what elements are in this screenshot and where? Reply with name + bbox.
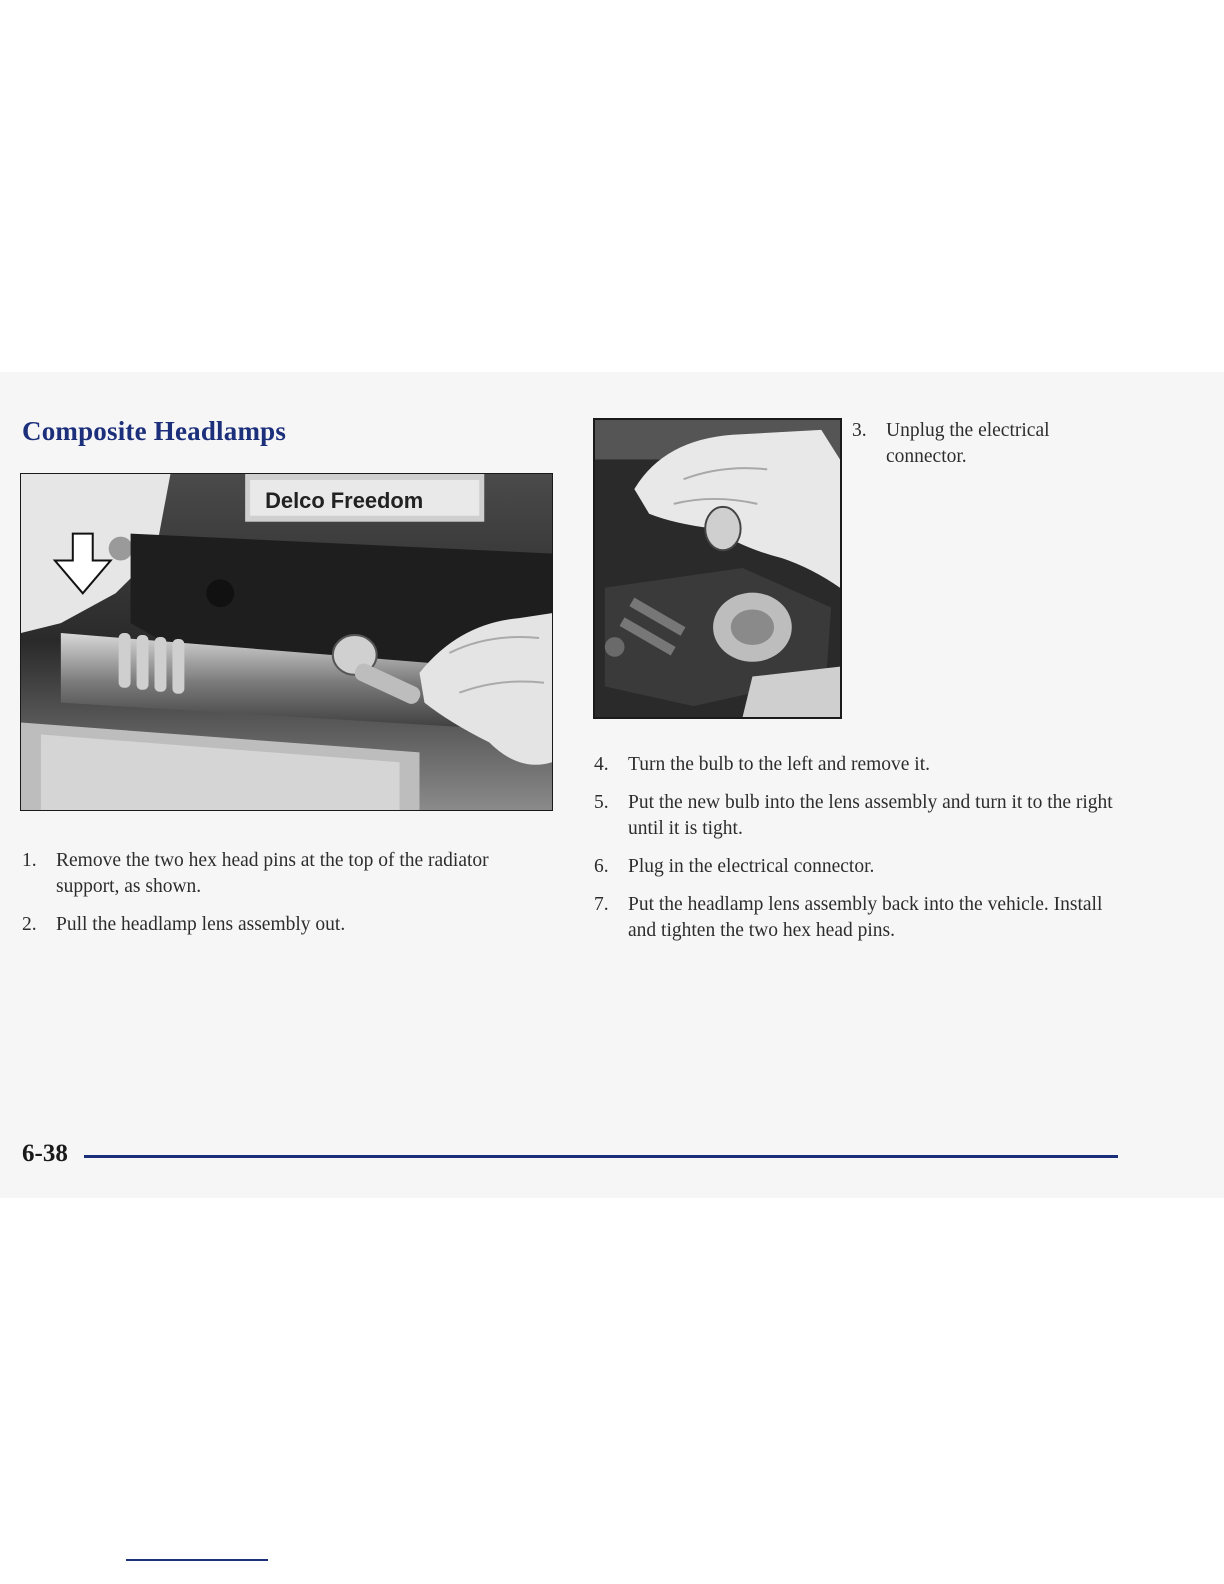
headlamp-pin-removal-photo [20,473,553,811]
list-item: 4. Turn the bulb to the left and remove it. [594,754,931,775]
bulb-connector-photo [593,418,842,719]
page-number: 6-38 [22,1140,68,1167]
step-3-list [852,418,1112,482]
steps-right-list [594,752,1134,956]
list-item: 7. Put the headlamp lens assembly back into the vehicle. Install and tighten the two hex head pins. [594,894,1103,941]
list-item: 6. Plug in the electrical connector. [594,856,875,877]
list-item: 3. Unplug the electrical connector. [852,420,1050,467]
bottom-rule [126,1559,268,1561]
list-item: 1. Remove the two hex head pins at the top of the radiator support, as shown. [22,850,489,897]
list-item: 2. Pull the headlamp lens assembly out. [22,914,346,935]
page-title: Composite Headlamps [22,416,287,446]
footer-rule [84,1155,1118,1158]
list-item: 5. Put the new bulb into the lens assembly and turn it to the right until it is tight. [594,792,1113,839]
battery-label: Delco Freedom [265,487,424,513]
steps-left-list [22,848,522,950]
